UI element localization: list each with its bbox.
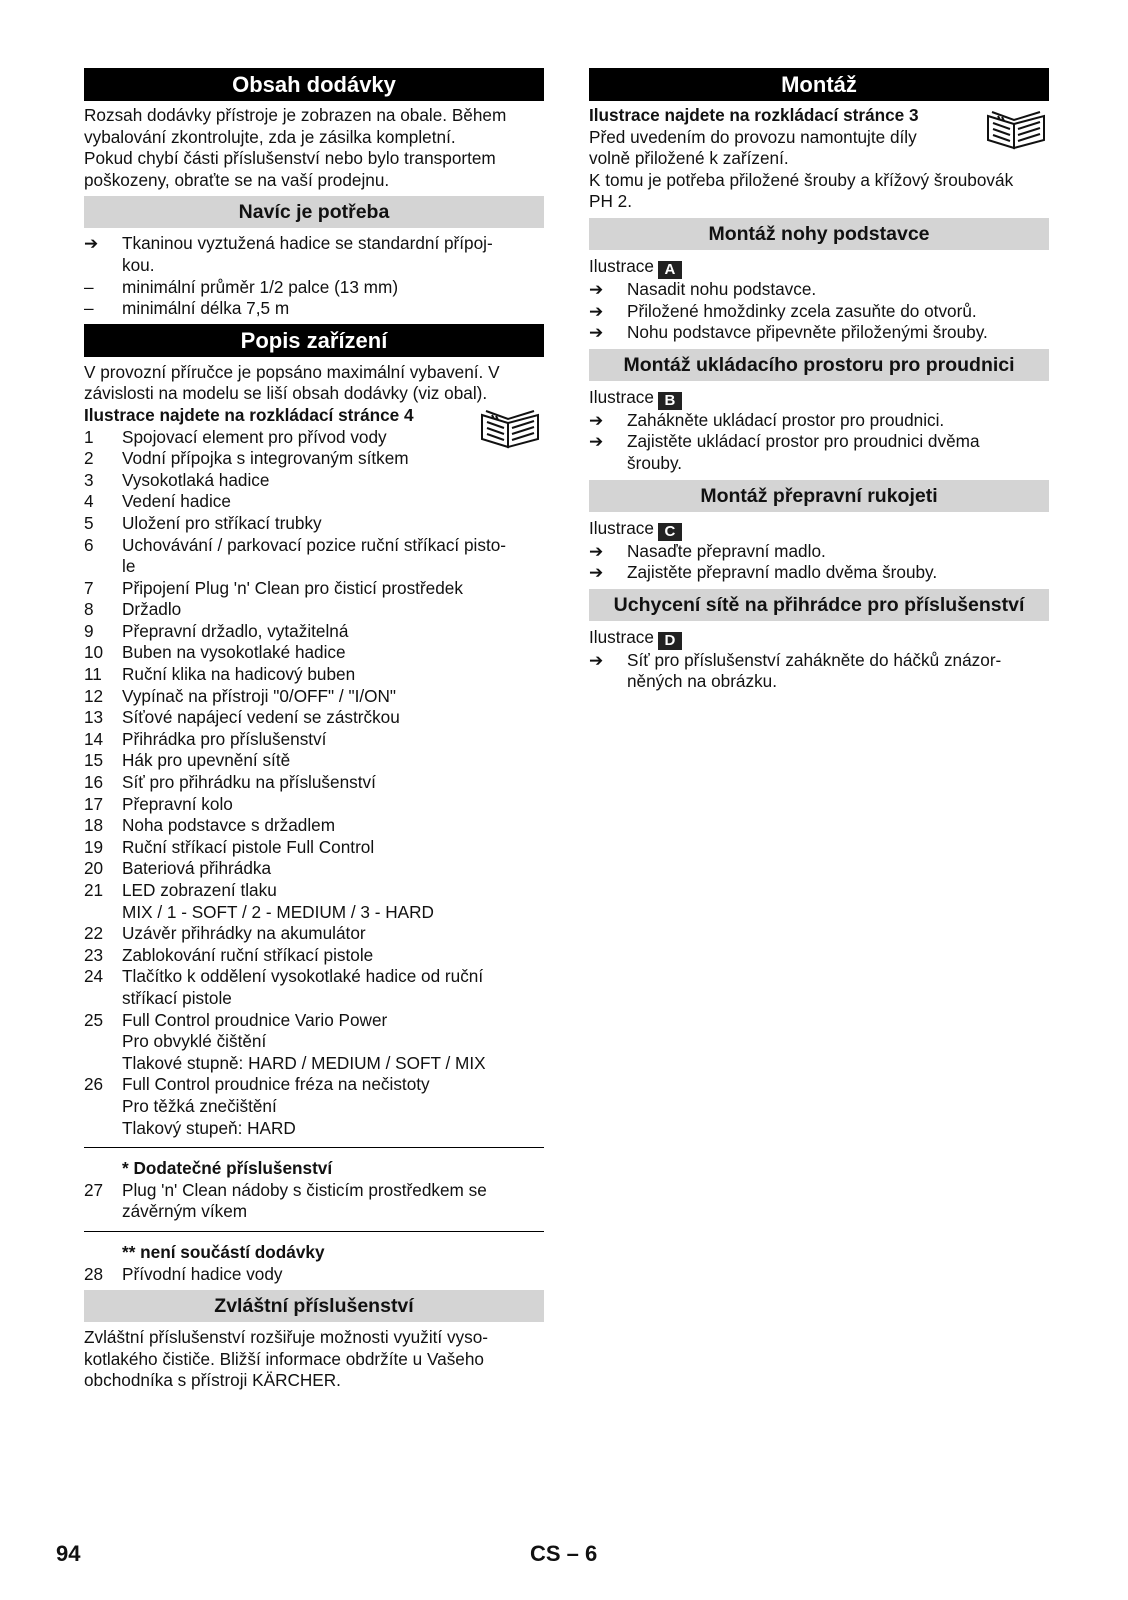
item-number: 13 <box>84 707 104 728</box>
step-item <box>589 650 1049 672</box>
step-list <box>589 650 1049 693</box>
divider <box>84 1231 544 1232</box>
heading-montaz: Montáž <box>589 68 1049 101</box>
item-number: 2 <box>84 448 94 469</box>
step-list <box>589 410 1049 475</box>
item-number: 23 <box>84 944 104 965</box>
part-item <box>84 902 544 924</box>
item-text: Zajistěte ukládací prostor pro proudnici dvěma <box>627 431 980 452</box>
item-number: 12 <box>84 685 104 706</box>
part-item <box>84 772 544 794</box>
item-text: Připojení Plug 'n' Clean pro čisticí prostředek <box>122 577 463 598</box>
part-item <box>84 923 544 945</box>
item-text: Pro obvyklé čištění <box>122 1031 267 1052</box>
arrow-icon: ➔ <box>589 322 604 343</box>
part-item <box>84 642 544 664</box>
item-number <box>84 1118 122 1140</box>
step-item <box>589 562 1049 584</box>
item-text: Noha podstavce s držadlem <box>122 815 336 836</box>
item-number: 20 <box>84 858 104 879</box>
extra2-label-row <box>84 1242 544 1264</box>
navic-list <box>84 233 544 319</box>
item-text: minimální délka 7,5 m <box>122 298 290 319</box>
item-number: 28 <box>84 1263 104 1284</box>
item-text: Vypínač na přístroji "0/OFF" / "I/ON" <box>122 685 397 706</box>
item-text: závěrným víkem <box>122 1201 248 1222</box>
item-text: Vysokotlaká hadice <box>122 469 270 490</box>
arrow-icon: ➔ <box>589 540 604 561</box>
arrow-icon: ➔ <box>589 431 604 452</box>
part-item <box>84 621 544 643</box>
item-text: Přívodní hadice vody <box>122 1263 283 1284</box>
not-included-label: ** není součástí dodávky <box>122 1241 325 1262</box>
right-column <box>589 68 1049 693</box>
item-text: Tlačítko k oddělení vysokotlaké hadice od ruční <box>122 966 484 987</box>
dash-marker: – <box>84 276 94 297</box>
item-number <box>84 556 122 578</box>
item-text: Nasaďte přepravní madlo. <box>627 540 826 561</box>
text-line: Rozsah dodávky přístroje je zobrazen na obale. Během <box>84 105 507 125</box>
item-number: 8 <box>84 599 94 620</box>
heading-zvlastni-prislusenstvi: Zvláštní příslušenství <box>84 1290 544 1322</box>
illustration-ref <box>589 387 1049 410</box>
item-text: kou. <box>122 254 155 275</box>
part-item <box>84 880 544 902</box>
bullet-item <box>84 233 544 255</box>
text-line: Pokud chybí části příslušenství nebo bylo transportem <box>84 148 496 169</box>
item-text: Pro těžká znečištění <box>122 1095 277 1116</box>
item-number: 7 <box>84 577 94 598</box>
obsah-text <box>84 105 544 191</box>
item-text: Full Control proudnice fréza na nečistoty <box>122 1074 430 1095</box>
item-number: 14 <box>84 728 104 749</box>
item-number: 11 <box>84 664 102 685</box>
section-heading: Uchycení sítě na přihrádce pro příslušenství <box>589 589 1049 621</box>
part-item <box>84 448 544 470</box>
extra1-list <box>84 1180 544 1223</box>
illustration-label: Ilustrace <box>589 255 654 276</box>
montaz-illustration-note: Ilustrace najdete na rozkládací stránce 3 <box>589 105 919 125</box>
part-item <box>84 491 544 513</box>
item-text: Přepravní držadlo, vytažitelná <box>122 620 349 641</box>
book-icon <box>984 108 1050 150</box>
step-item <box>589 410 1049 432</box>
item-text: minimální průměr 1/2 palce (13 mm) <box>122 276 399 297</box>
item-text: Držadlo <box>122 599 182 620</box>
section-code: CS – 6 <box>530 1541 598 1566</box>
item-text: Nohu podstavce připevněte přiloženými šrouby. <box>627 322 988 343</box>
part-item <box>84 794 544 816</box>
montaz-text <box>589 127 1049 213</box>
heading-obsah-dodavky: Obsah dodávky <box>84 68 544 101</box>
part-item <box>84 1074 544 1096</box>
divider <box>84 1147 544 1148</box>
dash-marker: – <box>84 298 94 319</box>
item-number: 21 <box>84 880 104 900</box>
item-number <box>84 1201 122 1223</box>
part-item <box>84 729 544 751</box>
page-number: 94 <box>56 1541 81 1566</box>
arrow-icon: ➔ <box>589 409 604 430</box>
item-text: Zahákněte ukládací prostor pro proudnici. <box>627 409 945 430</box>
item-text: Full Control proudnice Vario Power <box>122 1009 388 1030</box>
section-heading: Montáž nohy podstavce <box>589 218 1049 250</box>
item-text: Zablokování ruční stříkací pistole <box>122 944 374 965</box>
text-line: obchodníka s přístroji KÄRCHER. <box>84 1370 341 1391</box>
item-text: Uložení pro stříkací trubky <box>122 512 322 533</box>
item-number: 10 <box>84 642 104 663</box>
item-text: Bateriová přihrádka <box>122 858 272 879</box>
arrow-icon: ➔ <box>84 233 99 254</box>
illustration-label: Ilustrace <box>589 386 654 407</box>
part-item <box>84 945 544 967</box>
item-text: Spojovací element pro přívod vody <box>122 426 387 447</box>
section-heading: Montáž přepravní rukojeti <box>589 480 1049 512</box>
item-number: 4 <box>84 491 94 512</box>
illustration-ref <box>589 256 1049 279</box>
part-item <box>84 1264 544 1286</box>
step-item <box>589 453 1049 475</box>
step-item <box>589 431 1049 453</box>
illustration-label: Ilustrace <box>589 517 654 538</box>
step-item <box>589 322 1049 344</box>
illustration-label: Ilustrace <box>589 626 654 647</box>
item-text: Ruční klika na hadicový buben <box>122 664 356 685</box>
arrow-icon <box>589 671 627 693</box>
part-item <box>84 664 544 686</box>
item-number: 17 <box>84 793 104 814</box>
text-line: Zvláštní příslušenství rozšiřuje možnosti využití vyso- <box>84 1327 489 1348</box>
item-number <box>84 1096 122 1118</box>
item-number: 9 <box>84 620 94 641</box>
text-line: Před uvedením do provozu namontujte díly <box>589 126 917 147</box>
extra1-label-row <box>84 1158 544 1180</box>
item-text: Síť pro příslušenství zahákněte do háčků znázor- <box>627 649 1002 670</box>
part-item <box>84 988 544 1010</box>
step-list <box>589 279 1049 344</box>
part-item <box>84 837 544 859</box>
book-icon <box>478 407 544 449</box>
illustration-letter-badge: B <box>658 392 682 410</box>
step-list <box>589 541 1049 584</box>
item-text: Buben na vysokotlaké hadice <box>122 642 346 663</box>
item-number: 6 <box>84 534 94 555</box>
text-line: V provozní příručce je popsáno maximální vybavení. V <box>84 361 500 382</box>
item-text: Tlakový stupeň: HARD <box>122 1117 296 1138</box>
part-item <box>84 858 544 880</box>
bullet-item <box>84 277 544 299</box>
item-text: Tlakové stupně: HARD / MEDIUM / SOFT / MIX <box>122 1052 486 1073</box>
item-text: šrouby. <box>627 452 683 473</box>
part-item <box>84 470 544 492</box>
item-text: Přepravní kolo <box>122 793 233 814</box>
part-item <box>84 1180 544 1202</box>
part-item <box>84 686 544 708</box>
item-text: MIX / 1 - SOFT / 2 - MEDIUM / 3 - HARD <box>122 901 434 922</box>
item-number: 18 <box>84 815 104 836</box>
section-heading: Montáž ukládacího prostoru pro proudnici <box>589 349 1049 381</box>
item-number: 1 <box>84 426 94 447</box>
item-number <box>84 1031 122 1053</box>
part-item <box>84 513 544 535</box>
parts-list <box>84 427 544 1140</box>
item-number <box>84 988 122 1010</box>
arrow-icon: ➔ <box>589 649 604 670</box>
part-item <box>84 535 544 557</box>
left-column <box>84 68 544 1392</box>
illustration-letter-badge: A <box>658 261 682 279</box>
item-text: Plug 'n' Clean nádoby s čisticím prostředkem se <box>122 1179 487 1200</box>
item-number: 16 <box>84 772 104 793</box>
item-text: Ruční stříkací pistole Full Control <box>122 836 375 857</box>
item-number: 5 <box>84 512 94 533</box>
item-text: Uchovávání / parkovací pozice ruční stříkací pisto- <box>122 534 507 555</box>
part-item <box>84 750 544 772</box>
extra2-list <box>84 1264 544 1286</box>
assembly-sections <box>589 218 1049 693</box>
part-item <box>84 815 544 837</box>
item-text: Nasadit nohu podstavce. <box>627 278 817 299</box>
item-text: Přihrádka pro příslušenství <box>122 728 327 749</box>
item-number: 27 <box>84 1179 104 1200</box>
heading-navic-je-potreba: Navíc je potřeba <box>84 196 544 228</box>
text-line: poškozeny, obraťte se na vaší prodejnu. <box>84 169 390 190</box>
part-item <box>84 427 544 449</box>
bullet-item <box>84 255 544 277</box>
part-item <box>84 556 544 578</box>
part-item <box>84 1053 544 1075</box>
part-item <box>84 1010 544 1032</box>
text-line: volně přiložené k zařízení. <box>589 148 789 169</box>
popis-intro <box>84 362 544 405</box>
item-text: Přiložené hmoždinky zcela zasuňte do otvorů. <box>627 300 977 321</box>
item-text: Vedení hadice <box>122 491 231 512</box>
part-item <box>84 1118 544 1140</box>
item-number: 19 <box>84 836 104 857</box>
item-text: Hák pro upevnění sítě <box>122 750 291 771</box>
text-line: závislosti na modelu se liší obsah dodávky (viz obal). <box>84 383 488 404</box>
zvlastni-text <box>84 1327 544 1392</box>
popis-illustration-note: Ilustrace najdete na rozkládací stránce 4 <box>84 404 414 425</box>
item-text: Tkaninou vyztužená hadice se standardní přípoj- <box>122 233 493 254</box>
part-item <box>84 966 544 988</box>
step-item <box>589 671 1049 693</box>
part-item <box>84 707 544 729</box>
arrow-icon: ➔ <box>589 278 604 299</box>
text-line: vybalování zkontrolujte, zda je zásilka kompletní. <box>84 126 456 147</box>
part-item <box>84 578 544 600</box>
heading-popis-zarizeni: Popis zařízení <box>84 324 544 357</box>
item-text: Vodní přípojka s integrovaným sítkem <box>122 448 409 469</box>
text-line: kotlakého čističe. Bližší informace obdržíte u Vašeho <box>84 1348 484 1369</box>
item-number: 25 <box>84 1009 104 1030</box>
illustration-letter-badge: C <box>658 523 682 541</box>
item-text: le <box>122 556 136 577</box>
part-item <box>84 1096 544 1118</box>
part-item <box>84 1201 544 1223</box>
item-text: stříkací pistole <box>122 987 232 1008</box>
item-number: 26 <box>84 1074 104 1095</box>
step-item <box>589 279 1049 301</box>
step-item <box>589 301 1049 323</box>
item-number <box>84 1053 122 1075</box>
item-text: Síťové napájecí vedení se zástrčkou <box>122 707 400 728</box>
illustration-letter-badge: D <box>658 632 682 650</box>
arrow-icon <box>589 453 627 475</box>
arrow-icon: ➔ <box>589 562 604 583</box>
item-number <box>84 902 122 924</box>
text-line: PH 2. <box>589 191 632 212</box>
bullet-item <box>84 298 544 320</box>
arrow-icon <box>84 255 122 277</box>
part-item <box>84 1031 544 1053</box>
item-text: Uzávěr přihrádky na akumulátor <box>122 923 366 944</box>
item-number: 15 <box>84 750 104 771</box>
item-number: 3 <box>84 469 94 490</box>
item-text: něných na obrázku. <box>627 671 778 692</box>
illustration-ref <box>589 627 1049 650</box>
item-number: 22 <box>84 923 104 944</box>
arrow-icon: ➔ <box>589 300 604 321</box>
part-item <box>84 599 544 621</box>
item-text: Zajistěte přepravní madlo dvěma šrouby. <box>627 562 938 583</box>
extra-accessories-label: * Dodatečné příslušenství <box>122 1158 333 1179</box>
text-line: K tomu je potřeba přiložené šrouby a křížový šroubovák <box>589 169 1014 190</box>
item-text: Síť pro přihrádku na příslušenství <box>122 772 376 793</box>
item-text: LED zobrazení tlaku <box>122 880 277 900</box>
illustration-ref <box>589 518 1049 541</box>
step-item <box>589 541 1049 563</box>
item-number: 24 <box>84 966 104 987</box>
